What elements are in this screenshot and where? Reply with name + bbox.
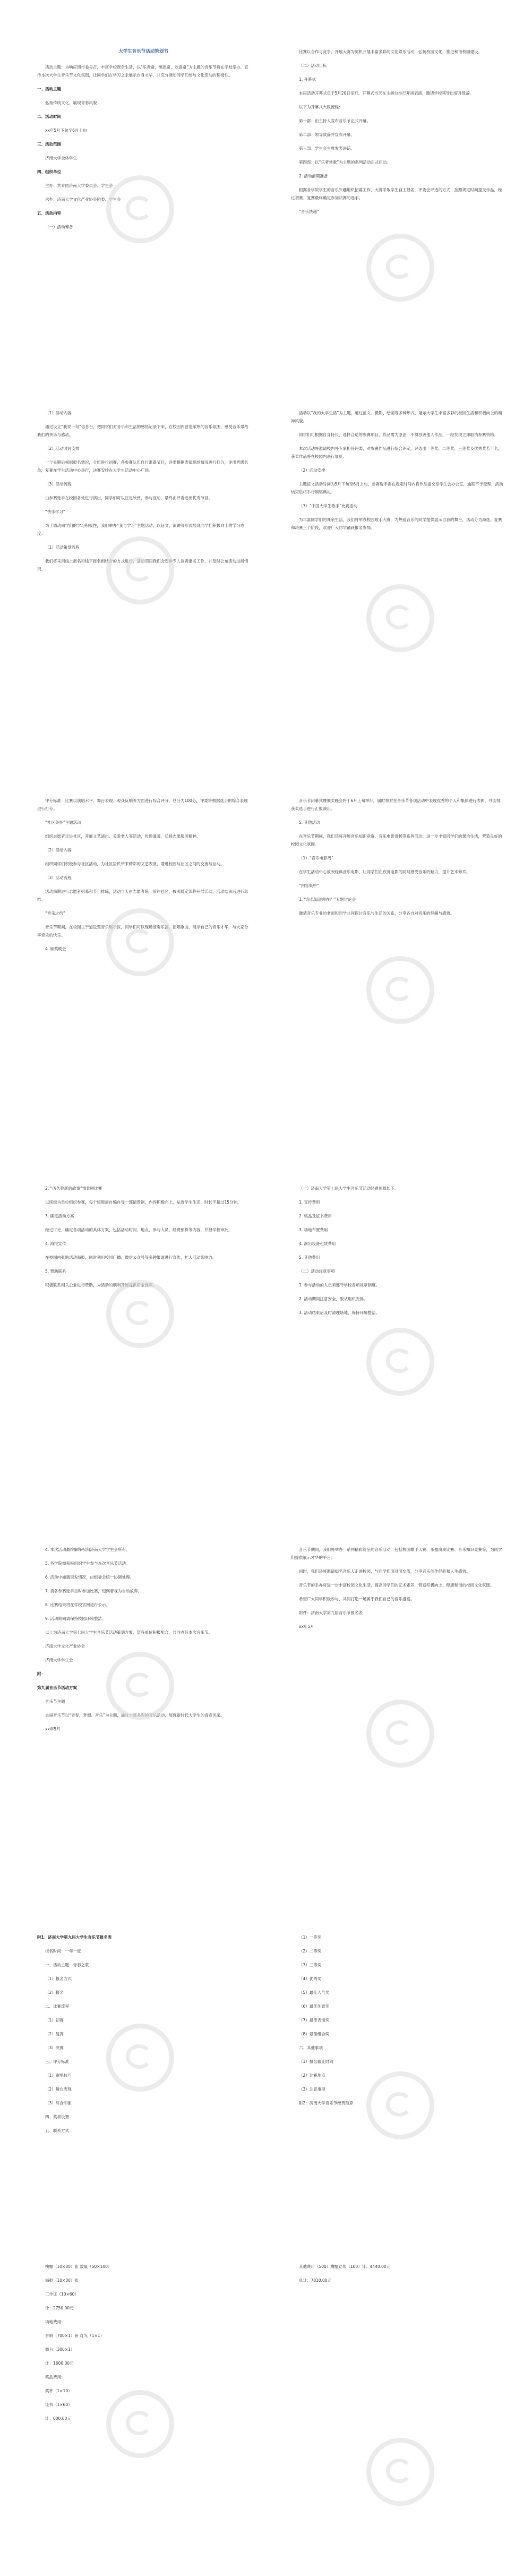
paragraph: 场地费用：: [45, 2319, 65, 2324]
watermark-logo-icon: [366, 956, 434, 1024]
page-3-right-content: [291, 797, 503, 917]
paragraph: 4. 演出设备租赁费用: [299, 1241, 336, 1246]
paragraph: 3. 确定活动方案: [45, 1214, 74, 1218]
paragraph: （一）活动筹备: [45, 225, 73, 229]
paragraph: 8. 比赛结果将在学校官网进行公示。: [45, 1602, 110, 1607]
paragraph: 以班级为单位组织参赛，每个班级需自编自导一部情景剧，内容积极向上，贴近学生生活，时长不超过15分钟。: [45, 1200, 242, 1205]
paragraph: 组织同学们积极参与社区活动，为社区居民带来精彩的文艺表演，增进校园与社区之间的交流与互动。: [45, 861, 225, 866]
paragraph: （2）报名: [45, 1990, 64, 1995]
watermark-logo-icon: [366, 2438, 434, 2506]
paragraph: 3. 活动结束后及时清理场地，保持环境整洁。: [299, 1310, 380, 1315]
paragraph: 2. “历久弥新的故事”情景剧比赛: [45, 1186, 102, 1191]
page-4-left-content: [37, 1184, 250, 1289]
document-page-4: [0, 1184, 515, 1461]
paragraph: （3）注意事项: [299, 2087, 325, 2092]
paragraph: “内容集中”: [299, 883, 319, 888]
paragraph: 7. 请各参赛选手按时参加比赛，迟到者视为自动放弃。: [45, 1589, 142, 1593]
page-2-right-column: [291, 409, 503, 538]
paragraph: 工作证（10×60）: [45, 2292, 79, 2297]
paragraph: 本次活动将邀请校内外专家担任评委，对参赛作品进行综合评定，评选出一等奖、二等奖、三等奖及优秀奖若干名，获奖作品将在校园内进行展览。: [291, 446, 502, 459]
paragraph: 一个星期后根据报名情况，分组进行初赛，各参赛队伍自行准备节目，评委根据表演现场情况进行打分，评出晋级名单，复赛在学生活动中心举行，决赛安排在大学生活动中心广场。: [37, 460, 248, 473]
page-7-right-column: [291, 2263, 503, 2290]
section-heading: 五、活动内容: [37, 211, 61, 216]
paragraph: xx年5月: [299, 1624, 314, 1629]
paragraph: 济南大学全体学生: [45, 156, 77, 160]
paragraph: 经过讨论，确定各项活动的具体方案，包括活动时间、地点、参与人员、经费预算等内容，并报学校审批。: [45, 1227, 233, 1232]
paragraph: 为了调动同学们的学习积极性，我们举办“我与学习”主题活动，以征文、演讲等形式展现同学们积极向上的学习态度。: [37, 523, 245, 536]
paragraph: 三、评分标准: [45, 2059, 69, 2064]
paragraph: （1）歌唱技巧: [45, 2073, 72, 2078]
paragraph: 根据各学院学生的音乐兴趣组织招募工作，大赛采取学生自主报名，评委会评选的方式，按照规定时间提交作品，经过初赛、复赛最终确定参加决赛的选手。: [291, 187, 502, 200]
paragraph: （2）舞台表现: [45, 2087, 72, 2092]
watermark-logo-icon: [106, 908, 174, 976]
paragraph: “音乐之约”: [45, 911, 65, 916]
paragraph: 六、其他事项: [299, 2045, 323, 2050]
page-4-left-column: [37, 1184, 250, 1295]
paragraph: （3）三等奖: [299, 1963, 322, 1967]
section-heading: 第九届音乐节活动方案: [37, 1685, 77, 1690]
paragraph: 奖品费用：: [45, 2375, 65, 2379]
paragraph: 在校园内张贴活动海报，同时利用校园广播、微信公众号等多种渠道进行宣传，扩大活动影响力。: [45, 1255, 217, 1260]
paragraph: 5. 其他活动: [299, 820, 320, 825]
paragraph: 第四部：以“乐者常歌”为主题的系列活动正式启动。: [299, 160, 391, 165]
document-page-6: [0, 1933, 515, 2210]
paragraph: 证书（1×60）: [45, 2402, 72, 2407]
paragraph: （2）活动内容: [45, 848, 72, 852]
paragraph: 舞台（300×1）: [45, 2347, 75, 2352]
paragraph: 弘扬传统文化，展现青春风貌: [45, 100, 97, 105]
paragraph: 2. 活动前期准备: [299, 174, 328, 178]
paragraph: 组织志愿者走进社区，开展文艺演出、关爱老人等活动，传递温暖，弘扬志愿服务精神。: [45, 834, 201, 839]
paragraph: “社区关怀”主题活动: [45, 820, 81, 825]
paragraph: （1）报名截止时间: [299, 2059, 333, 2064]
paragraph: 海报（10×30）张: [45, 2278, 79, 2283]
watermark-logo-icon: [106, 2024, 174, 2092]
paragraph: 5. 赞助联系: [45, 1269, 66, 1274]
paragraph: 济南大学学生会: [45, 1658, 73, 1662]
paragraph: 5. 各学院需积极组织学生参与本次音乐节活动。: [45, 1561, 130, 1566]
paragraph: 由参赛选手在校园各处进行演出，同学们可以驻足欣赏，参与互动，最终由评委选出优秀节目。: [45, 496, 212, 500]
paragraph: （5）最佳人气奖: [299, 1990, 330, 1995]
paragraph: （3）综合印象: [45, 2101, 72, 2105]
paragraph: 我们将采用线上报名和线下报名相结合的方式进行，活动期间我们会安排专人负责报名工作，并及时公布活动进展情况。: [37, 559, 248, 572]
page-2-right-content: [291, 409, 503, 532]
paragraph: 以上为济南大学第七届大学生音乐节活动策划方案，望各单位积极配合，共同办好本次音乐节。: [45, 1630, 212, 1635]
paragraph: 计：2750.00元: [45, 2306, 74, 2310]
paragraph: 9. 活动期间请保持校园环境整洁。: [45, 1616, 106, 1621]
paragraph: 济南大学文化产业协会: [45, 1644, 85, 1649]
section-heading: 三、活动范围: [37, 142, 61, 147]
paragraph: 奖杯（1×10）: [45, 2389, 72, 2393]
paragraph: xx年5月: [45, 1727, 61, 1731]
paragraph: 邀请音乐专业的老师和同学共同探讨音乐与生活的关系，分享各自对音乐的理解与感悟。: [299, 911, 454, 916]
paragraph: 比赛以合作与竞争、开展大赛为契机开展丰富多彩的文化娱乐活动，弘扬校园文化，推进和谐校园建设。: [299, 49, 482, 54]
paragraph: （3）活动流程: [45, 875, 72, 880]
paragraph: 积极联系相关企业进行赞助，为活动的顺利开展提供资金保障。: [45, 1283, 157, 1287]
paragraph: （1）“音乐电影周”: [299, 856, 334, 860]
section-heading: 附1：济南大学第九届大学生音乐节报名表: [37, 1935, 112, 1940]
paragraph: （二）活动注意事项: [299, 1269, 335, 1274]
paragraph: 第二部：领导致辞并宣布开幕。: [299, 132, 355, 137]
paragraph: 音乐节的举办将进一步丰富校园文化生活，提高同学们的艺术素养，营造积极向上、健康和谐的校园文化氛围。: [299, 1583, 494, 1588]
watermark-logo-icon: [106, 536, 174, 604]
paragraph: 总计：7810.00元: [299, 2278, 332, 2283]
paragraph: 音乐节期间，我们将举办一系列精彩纷呈的音乐活动，包括校园歌手大赛、乐器演奏比赛、音乐知识竞赛等，为同学们提供展示才华的平台。: [291, 1547, 502, 1560]
paragraph: 1. 参与活动的人员须遵守学校各项规章制度。: [299, 1283, 380, 1287]
paragraph: （6）最佳创意奖: [299, 2004, 330, 2009]
paragraph: 五、联系方式: [45, 2128, 69, 2133]
paragraph: 为丰富同学们的课余生活，我们将举办校园歌手大赛，为热爱音乐的同学提供展示自我的舞台，活动分为海选、复赛和决赛三个阶段，欢迎广大同学踊跃报名参加。: [291, 517, 502, 530]
paragraph: 主办：共青团济南大学委员会、学生会: [45, 183, 113, 188]
paragraph: 2. 活动期间注意安全，服从组织安排。: [299, 1296, 368, 1301]
watermark-logo-icon: [366, 584, 434, 652]
paragraph: 活动以“我的大学生活”为主题，通过征文、摄影、绘画等多种形式，展示大学生丰富多彩的校园生活和积极向上的精神风貌。: [291, 411, 502, 423]
document-title: 大学生音乐节活动策划书: [118, 49, 168, 54]
paragraph: “快乐学习”: [45, 509, 65, 514]
paragraph: 1. “怎么知道你在？”专题讨论会: [299, 897, 356, 902]
paragraph: 音乐节闭幕式暨颁奖晚会将于6月上旬举行，届时将对在音乐节各项活动中表现优秀的个人和集体进行表彰，并安排获奖选手进行汇报演出。: [291, 798, 501, 811]
paragraph: （1）活动内容: [45, 411, 72, 415]
paragraph: （二）活动目标: [299, 63, 327, 68]
paragraph: 附件：济南大学第九届音乐节报名表: [299, 1610, 363, 1615]
paragraph: 计：600.00元: [45, 2416, 71, 2421]
paragraph: （3）活动流程: [45, 482, 72, 487]
watermark-logo-icon: [366, 1328, 434, 1396]
watermark-logo-icon: [106, 1280, 174, 1348]
section-heading: 一、活动主题: [37, 87, 61, 91]
paragraph: 报名时间：一年一度: [45, 1949, 81, 1954]
page-5-right-content: [291, 1546, 503, 1631]
paragraph: 希望广大同学积极参与，共同打造一场属于我们自己的音乐盛宴。: [299, 1597, 415, 1601]
paragraph: 活动前期进行志愿者招募和节目排练，活动当天由志愿者统一前往社区，按照既定流程开展活动，活动结束后进行总结。: [37, 889, 248, 902]
page-1-right-content: [291, 48, 503, 216]
paragraph: （一）济南大学第七届大学生音乐节活动经费预算如下。: [299, 1186, 399, 1191]
paragraph: 以下为开幕式大致流程：: [299, 105, 343, 109]
paragraph: （1）报名方式: [45, 1976, 72, 1981]
paragraph: 附2：济南大学音乐节经费预算: [299, 2101, 354, 2105]
paragraph: 本届音乐节以“青春、梦想、音乐”为主题，通过丰富多彩的音乐活动，展现新时代大学生的青春风采。: [45, 1713, 225, 1718]
paragraph: 5. 其他费用: [299, 1255, 320, 1260]
watermark-logo-icon: [366, 234, 434, 302]
paragraph: （3）决赛: [45, 2045, 64, 2050]
paragraph: 1. 宣传费用: [299, 1200, 320, 1205]
paragraph: 6. 活动中如遇突发情况，由组委会统一协调处理。: [45, 1575, 134, 1580]
paragraph: （7）最佳表演奖: [299, 2018, 330, 2023]
paragraph: 在学生活动中心放映经典音乐电影，让同学们在欣赏电影的同时感受音乐的魅力，提升艺术修养。: [299, 869, 470, 874]
paragraph: 二、比赛流程: [45, 2004, 69, 2009]
page-5-right-column: [291, 1546, 503, 1636]
document-page-7: [0, 2263, 515, 2560]
paragraph: 本届活动开幕式定于5月20日举行，开幕式当天在主舞台举行开场表演，邀请学校领导出席并致辞。: [299, 91, 474, 96]
paragraph: （2）活动时间安排: [45, 446, 80, 451]
paragraph: 计：1600.00元: [45, 2361, 74, 2366]
paragraph: 音乐节期间，在校园主干道设置音乐展示区，同学们可以现场演奏乐器、演唱歌曲，展示自己的音乐才华，与大家分享音乐的快乐。: [37, 925, 248, 937]
paragraph: 1. 开幕式: [299, 77, 316, 82]
paragraph: xx年5月下旬至6月上旬: [45, 128, 87, 133]
paragraph: 一、活动主题：青春之歌: [45, 1963, 89, 1967]
section-heading: 附：: [37, 1671, 45, 1676]
document-page-1: [0, 0, 515, 361]
paragraph: （2）活动安排: [299, 468, 325, 473]
paragraph: 音乐节主题: [45, 1699, 65, 1704]
paragraph: 第三部：学生会主席发表讲话。: [299, 146, 355, 151]
paragraph: 第一部：由主持人宣布音乐节正式开幕。: [299, 118, 371, 123]
paragraph: “音乐快递”: [299, 209, 319, 214]
paragraph: 4. 颁奖晚会: [45, 946, 66, 951]
paragraph: 4. 海报宣传: [45, 1241, 66, 1246]
page-4-right-content: [291, 1184, 503, 1317]
paragraph: 四、奖项设置: [45, 2114, 69, 2119]
paragraph: 主题征文活动时间为5月下旬至6月上旬，参赛选手需在规定时间内将作品提交至学生会办公室，逾期不予受理，活动结束后将举行颁奖典礼。: [291, 482, 503, 494]
page-7-right-content: [291, 2263, 503, 2284]
paragraph: （3）“中国大学生歌手”比赛活动: [299, 504, 358, 508]
page-4-right-column: [291, 1184, 503, 1323]
page-1-right-column: [291, 48, 503, 221]
paragraph: 承办：济南大学文化产业协会团委、学生会: [45, 197, 121, 202]
document-page-5: [0, 1546, 515, 1843]
paragraph: （2）二等奖: [299, 1949, 322, 1954]
paragraph: 其他费用（500）横幅宣传（100）计：4440.00元: [299, 2264, 391, 2269]
watermark-logo-icon: [106, 175, 174, 243]
paragraph: （8）最佳组合奖: [299, 2032, 330, 2036]
watermark-logo-icon: [366, 1700, 434, 1768]
paragraph: 3. 场地布置费用: [299, 1227, 328, 1232]
paragraph: 活动主题：为响应团市委号召，丰富学校课余生活，以“乐者常，感恩常，欢喜常”为主题的音乐节将在学校举办，宣传本次大学生音乐节文化氛围，让同学们在学习之余展示自身才华，并充分调动同学们参与文化活动的积极性。: [37, 65, 248, 78]
paragraph: 4. 本次活动最终解释权归济南大学学生会所有。: [45, 1547, 130, 1552]
document-page-2: [0, 409, 515, 770]
paragraph: 音响（700×1）套 灯光（1×1）: [45, 2333, 105, 2338]
paragraph: 通过设立“我说一句”信息台，把同学们对音乐和生活的感悟记录下来，在校园内营造浓厚的音乐氛围，感受音乐带给我们的快乐与感动。: [37, 424, 248, 437]
paragraph: （1）一等奖: [299, 1935, 322, 1940]
paragraph: （1）活动策划流程: [45, 545, 80, 550]
paragraph: （2）复赛: [45, 2032, 64, 2036]
paragraph: （2）比赛地点: [299, 2073, 325, 2078]
paragraph: 评分标准：比赛以演唱水平、舞台表现、观众反响等方面进行综合评分，总分为100分，评委将根据选手的综合表现进行打分。: [37, 798, 248, 811]
paragraph: 在音乐节期间，我们还将开展音乐知识竞赛、音乐电影赏析等系列活动，进一步丰富同学们的课余生活，营造良好的校园文化氛围。: [291, 834, 502, 847]
paragraph: （4）优秀奖: [299, 1976, 322, 1981]
paragraph: 同时，我们还将邀请知名音乐人走进校园，与同学们面对面交流，分享音乐创作经验和人生感悟。: [299, 1569, 470, 1574]
document-page-3: [0, 797, 515, 1094]
paragraph: 2. 奖品及证书费用: [299, 1214, 332, 1218]
section-heading: 四、组织单位: [37, 169, 61, 174]
section-heading: 二、活动时间: [37, 114, 61, 119]
paragraph: （1）初赛: [45, 2018, 64, 2023]
paragraph: 同学们可根据自身特长，选择合适的参赛项目，作品需为原创，不得抄袭他人作品，一经发现立即取消参赛资格。: [299, 432, 498, 437]
watermark-logo-icon: [366, 2071, 434, 2139]
paragraph: 横幅（10×30）张 数量（50×100）: [45, 2264, 112, 2269]
page-3-right-column: [291, 797, 503, 923]
watermark-logo-icon: [106, 1652, 174, 1720]
watermark-logo-icon: [106, 2390, 174, 2458]
